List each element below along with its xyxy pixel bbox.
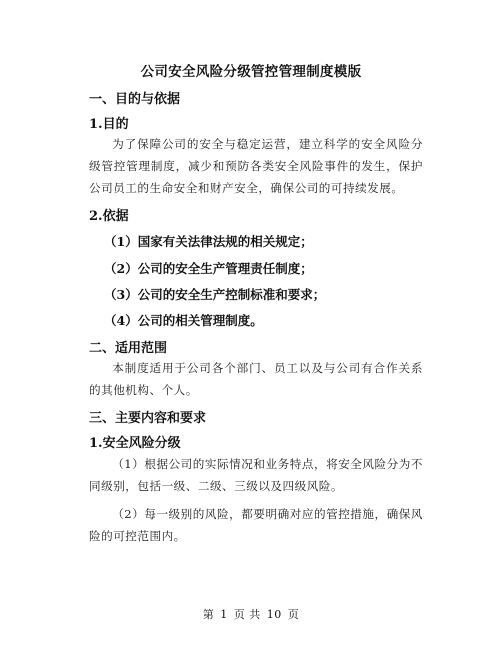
basis-item-3: （3）公司的安全生产控制标准和要求； [104, 287, 326, 302]
basis-item-1: （1）国家有关法律法规的相关规定； [104, 234, 313, 249]
footer-middle: 页 共 [233, 608, 261, 621]
section-1-sub1-heading: 1.目的 [89, 117, 129, 132]
footer-prefix: 第 [202, 608, 215, 621]
section-2-heading: 二、适用范围 [89, 341, 168, 356]
scope-paragraph: 本制度适用于公司各个部门、员工以及与公司有合作关系的其他机构、个人。 [89, 361, 423, 397]
section-1-heading: 一、目的与依据 [89, 92, 181, 107]
document-title: 公司安全风险分级管控管理制度模版 [140, 64, 362, 80]
page-footer [0, 606, 502, 622]
risk-level-paragraph-1: （1）根据公司的实际情况和业务特点，将安全风险分为不同级别，包括一级、二级、三级以及四级风险。 [89, 457, 423, 493]
footer-suffix: 页 [287, 608, 300, 621]
footer-total-pages: 10 [266, 608, 282, 621]
section-1-purpose-paragraph: 为了保障公司的安全与稳定运营，建立科学的安全风险分级管控管理制度，减少和预防各类安全风险事件的发生，保护公司员工的生命安全和财产安全，确保公司的可持续发展。 [89, 137, 423, 195]
footer-page-number: 1 [220, 608, 228, 621]
basis-item-4: （4）公司的相关管理制度。 [104, 313, 263, 328]
section-3-sub1-heading: 1.安全风险分级 [89, 436, 181, 451]
basis-item-2: （2）公司的安全生产管理责任制度； [104, 261, 313, 276]
risk-level-paragraph-2: （2）每一级别的风险，都要明确对应的管控措施，确保风险的可控范围内。 [89, 507, 423, 543]
section-1-sub2-heading: 2.依据 [89, 209, 129, 224]
section-3-heading: 三、主要内容和要求 [89, 411, 207, 426]
